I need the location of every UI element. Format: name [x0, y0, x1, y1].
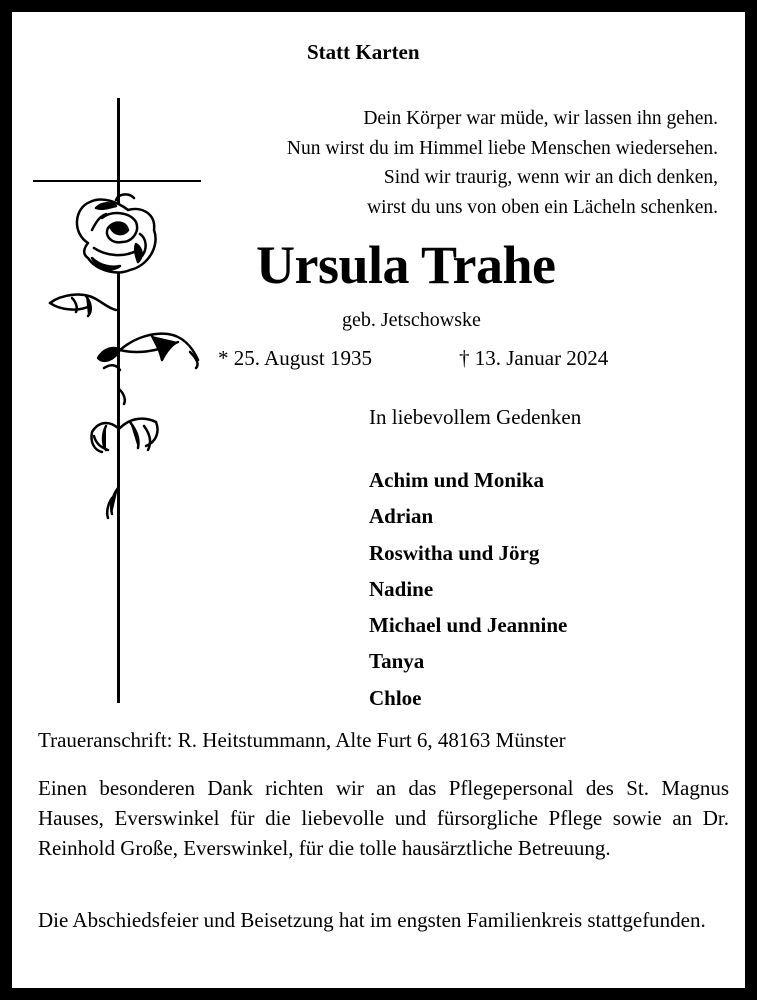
mourner-name: Roswitha und Jörg [369, 540, 540, 565]
poem [287, 104, 718, 222]
statt-karten-heading: Statt Karten [307, 40, 420, 64]
poem-line: wirst du uns von oben ein Lächeln schenken. [367, 196, 718, 218]
mourners-intro: In liebevollem Gedenken [369, 405, 582, 429]
mourner-name: Chloe [369, 685, 422, 710]
rose-icon [50, 194, 198, 518]
mourner-name: Tanya [369, 649, 425, 674]
mourner-name: Nadine [369, 576, 434, 601]
mourners-list [369, 462, 567, 716]
birth-date: * 25. August 1935 [218, 346, 373, 370]
funeral-paragraph: Die Abschiedsfeier und Beisetzung hat im engsten Familienkreis stattgefunden. [38, 908, 706, 932]
mourning-address: Traueranschrift: R. Heitstummann, Alte Furt 6, 48163 Münster [38, 728, 566, 752]
mourner-name: Adrian [369, 504, 434, 529]
cross-icon [32, 98, 232, 708]
deceased-name: Ursula Trahe [256, 235, 556, 295]
mourner-name: Achim und Monika [369, 468, 545, 492]
poem-line: Dein Körper war müde, wir lassen ihn gehen. [363, 108, 718, 129]
poem-line: Nun wirst du im Himmel liebe Menschen wiedersehen. [286, 137, 718, 159]
thanks-paragraph: Einen besonderen Dank richten wir an das Pflegepersonal des St. Magnus Hauses, Everswinkel für die liebevolle und fürsorgliche Pflege sowie an Dr. Reinhold Große, Everswinkel, für die tolle hausärztliche Betreuung. [38, 776, 729, 860]
death-date: † 13. Januar 2024 [459, 346, 609, 370]
maiden-name: geb. Jetschowske [342, 309, 481, 331]
mourner-name: Michael und Jeannine [369, 613, 568, 638]
poem-line: Sind wir traurig, wenn wir an dich denken, [383, 167, 718, 188]
